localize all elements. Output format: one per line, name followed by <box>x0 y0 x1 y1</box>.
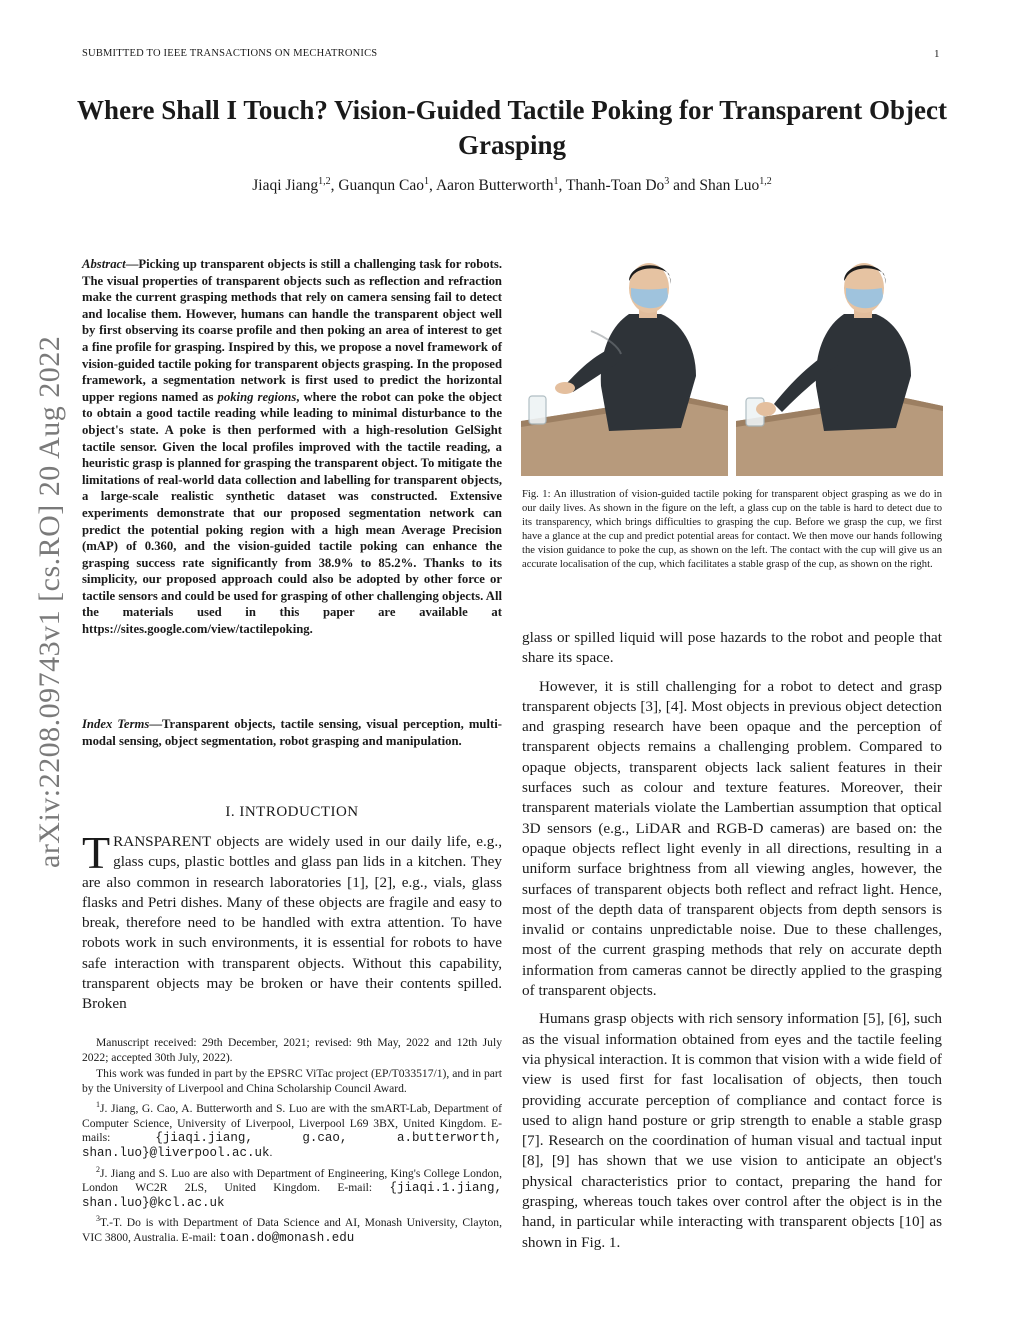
footnote-funding: This work was funded in part by the EPSRC ViTac project (EP/T033517/1), and in part by the University of Liverpool and China Scholarship Council Award. <box>82 1067 502 1095</box>
footnote-period: . <box>269 1146 273 1160</box>
footnote-text: T.-T. Do is with Department of Data Science and AI, Monash University, Clayton, VIC 3800, Australia. E-mail: <box>82 1216 502 1244</box>
intro-paragraph <box>82 827 502 1015</box>
hand <box>756 402 776 416</box>
running-header: SUBMITTED TO IEEE TRANSACTIONS ON MECHATRONICS <box>82 48 378 59</box>
author-name: Thanh-Toan Do <box>565 177 665 195</box>
separator: , <box>330 177 339 195</box>
email-address: {jiaqi.jiang, g.cao, a.butterworth, shan.luo}@liverpool.ac.uk <box>82 1131 502 1161</box>
affiliation-mark: 1,2 <box>759 176 772 187</box>
footnote-mark: 3 <box>96 1214 100 1224</box>
separator: and <box>669 177 700 195</box>
drop-cap: T <box>82 827 111 878</box>
photo-poking <box>521 256 728 476</box>
arxiv-identifier: arXiv:2208.09743v1 [cs.RO] 20 Aug 2022 <box>33 335 66 868</box>
paragraph: glass or spilled liquid will pose hazards to the robot and people that share its space. <box>522 629 942 667</box>
paragraph: Humans grasp objects with rich sensory information [5], [6], such as the visual information obtained from eyes and the tactile feeling via physical interaction. It is common that vision with a wide field of view is used first for fast localisation of objects, then touch providing accurate perception of compliance and contact force is used to align hand posture or grip strength to enable a stable grasp [7]. Research on the coordination of human visual and tactual input [8], [9] has shown that we use vision to anticipate an object's physical characteristics prior to contact, preparing the hand for grasping, whereas touch takes over control after the object is in the hand, in particular while interacting with transparent objects [10] as shown in Fig. 1. <box>522 1010 942 1251</box>
figure-caption: Fig. 1: An illustration of vision-guided tactile poking for transparent object grasping as we do in our daily lives. As shown in the figure on the left, a glass cup on the table is hard to detect due to its transparency, which brings difficulties to grasping the cup. Before we grasp the cup, we first have a glance at the cup and predict potential areas for contact. We then move our hands following the vision guidance to poke the cup, as shown on the left. The contact with the cup will give us an accurate localisation of the cup, which facilitates a stable grasp of the cup, as shown on the right. <box>522 489 942 571</box>
section-heading: I. INTRODUCTION <box>225 804 359 820</box>
index-terms <box>82 716 502 749</box>
paper-title: Where Shall I Touch? Vision-Guided Tactile Poking for Transparent Object Grasping <box>77 95 947 160</box>
separator: , <box>429 177 436 195</box>
footnote-1 <box>82 1098 502 1160</box>
author-name: Jiaqi Jiang <box>252 177 319 195</box>
footnotes <box>82 1036 502 1247</box>
hand <box>555 382 575 394</box>
index-terms-text: —Transparent objects, tactile sensing, visual perception, multi-modal sensing, object segmentation, robot grasping and manipulation. <box>82 717 502 748</box>
footnote-2 <box>82 1163 502 1211</box>
footnote-3 <box>82 1212 502 1245</box>
footnote-text: J. Jiang and S. Luo are also with Department of Engineering, King's College London, London WC2R 2LS, United Kingdom. E-mail: <box>82 1166 502 1195</box>
affiliation-mark: 1 <box>553 176 559 187</box>
lead-word: RANSPARENT <box>113 833 212 850</box>
footnote-text: J. Jiang, G. Cao, A. Butterworth and S. Luo are with the smART-Lab, Department of Computer Science, University of Liverpool, Liverpool L69 3BX, United Kingdom. E-mails: <box>82 1102 502 1145</box>
abstract-label: Abstract <box>82 257 126 271</box>
paragraph: However, it is still challenging for a robot to detect and grasp transparent objects [3], [4]. Most objects in previous object detection and grasping research have been opaque and the perception of transparent objects remains a challenging problem. Compared to opaque objects, transparent objects lack salient features in their surfaces such as colour and texture features. Moreover, their transparent materials violate the Lambertian assumption that optical 3D sensors (e.g., LiDAR and RGB-D cameras) are based on: the opaque objects reflect light evenly in all directions, resulting in a uniform surface brightness from all viewing angles, however, the surfaces of transparent objects both reflect and refract light. Hence, most of the depth data of transparent objects from depth sensors is invalid or contains unpredictable noise. Due to these challenges, most of the current grasping methods that rely on accurate depth information from cameras cannot be directly applied to the grasping of transparent objects. <box>522 677 942 1000</box>
author-name: Guanqun Cao <box>338 177 425 195</box>
hoodie <box>816 314 911 431</box>
hoodie <box>601 314 696 431</box>
index-terms-label: Index Terms <box>82 717 150 731</box>
author-name: Aaron Butterworth <box>435 177 554 195</box>
photo-grasping <box>736 256 943 476</box>
intro-text: objects are widely used in our daily life, e.g., glass cups, plastic bottles and glass pan lids in a kitchen. They are also common in research laboratories [1], [2], e.g., vials, glass flasks and Petri dishes. Many of these objects are fragile and easy to break, therefore need to be handled with extra attention. To have robots work in such environments, it is essential for robots to have safe interaction with transparent objects. Without this capability, transparent objects may be broken or have their contents spilled. Broken <box>82 833 502 1013</box>
abstract-text: , where the robot can poke the object to obtain a good tactile reading while leading to minimal disturbance to the object's state. A poke is then performed with a high-resolution GelSight tactile sensor. Given the local profiles improved with the tactile reading, a heuristic grasp is planned for grasping the transparent object. To mitigate the limitations of real-world data collection and labelling for transparent objects, a large-scale realistic synthetic dataset was constructed. Extensive experiments demonstrate that our proposed segmentation network can predict the potential poking region with a high mean Average Precision (mAP) of 0.360, and the vision-guided tactile poking can enhance the grasping success rate significantly from 38.9% to 85.2%. Thanks to its simplicity, our proposed approach could also be adopted by other force or tactile sensors and could be used for grasping of other challenging objects. All the materials used in this paper are available at https://sites.google.com/view/tactilepoking. <box>82 389 502 637</box>
right-column-text <box>522 628 942 1261</box>
separator: , <box>558 177 566 195</box>
footnote-mark: 2 <box>96 1164 100 1174</box>
abstract <box>82 256 502 638</box>
abstract-text: —Picking up transparent objects is still a challenging task for robots. The visual properties of transparent objects such as reflection and refraction make the current grasping methods that rely on camera sensing fail to detect and localise them. However, humans can handle the transparent object well by first observing its coarse profile and then poking an area of interest to get a fine profile for grasping. Inspired by this, we propose a novel framework of vision-guided tactile poking for transparent objects grasping. In the proposed framework, a segmentation network is first used to predict the horizontal upper regions named as <box>82 257 502 404</box>
affiliation-mark: 1,2 <box>318 176 331 187</box>
affiliation-mark: 3 <box>664 176 670 187</box>
affiliation-mark: 1 <box>424 176 430 187</box>
email-address: toan.do@monash.edu <box>219 1230 355 1245</box>
footnote-received: Manuscript received: 29th December, 2021; revised: 9th May, 2022 and 12th July 2022; accepted 30th July, 2022). <box>82 1036 502 1064</box>
footnote-mark: 1 <box>96 1100 100 1110</box>
email-address: {jiaqi.1.jiang, shan.luo}@kcl.ac.uk <box>82 1181 502 1210</box>
figure-1-photos <box>521 256 941 476</box>
author-name: Shan Luo <box>699 177 760 195</box>
page-number: 1 <box>934 48 940 60</box>
glass-cup <box>529 396 546 424</box>
author-list <box>60 176 964 195</box>
abstract-term: poking regions <box>217 389 297 404</box>
